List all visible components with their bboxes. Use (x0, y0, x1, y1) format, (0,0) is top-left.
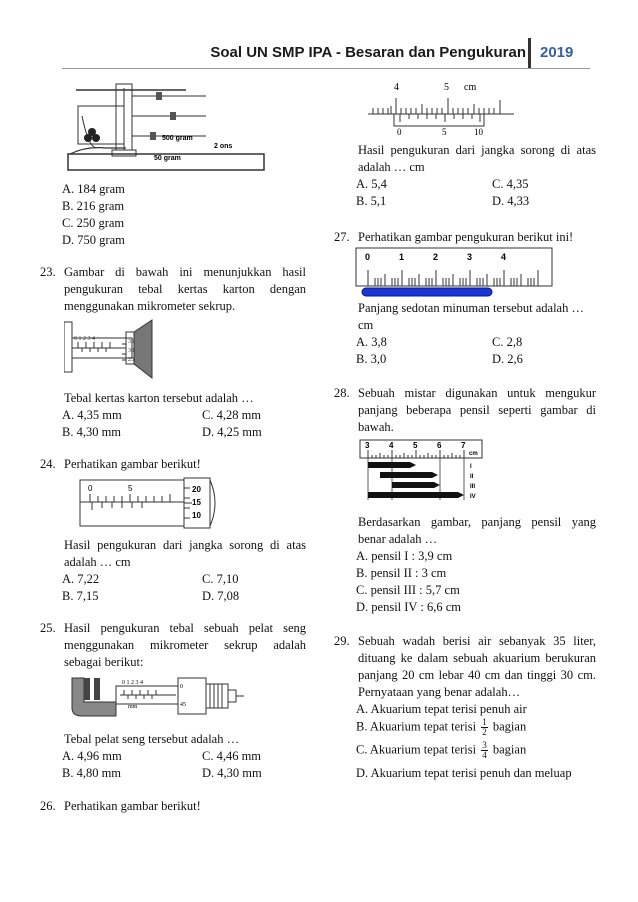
q22-option-c[interactable]: C. 250 gram (62, 216, 125, 230)
q22-option-a[interactable]: A. 184 gram (62, 182, 125, 196)
question-28 (334, 385, 596, 436)
q25-text: Hasil pengukuran tebal sebuah pelat seng menggunakan mikrometer sekrup adalah sebagai berikut: (64, 621, 306, 669)
q24-option-b[interactable]: B. 7,15 (62, 589, 99, 603)
balance-figure (66, 76, 266, 176)
q24-text: Perhatikan gambar berikut! (64, 457, 201, 471)
q27-option-d[interactable]: D. 2,6 (492, 352, 523, 366)
q27-option-b[interactable]: B. 3,0 (356, 352, 387, 366)
pencil-label-3: III (470, 484, 476, 490)
ruler27-tick-0: 0 (365, 252, 371, 262)
caliper2-5: 5 (444, 82, 449, 93)
q25-option-d[interactable]: D. 4,30 mm (202, 766, 262, 780)
label-500-gram: 500 gram (162, 135, 193, 142)
micrometer1-30: 30 (128, 348, 134, 354)
q27-option-a[interactable]: A. 3,8 (356, 335, 387, 349)
caliper2-cm: cm (464, 82, 477, 93)
q29-option-c-fraction: $\frac{3}{4}$ (482, 740, 487, 760)
q25-question: Tebal pelat seng tersebut adalah … (64, 732, 240, 746)
pencil-2 (380, 472, 438, 478)
q26-option-d[interactable]: D. 4,33 (492, 194, 530, 208)
q24-option-a[interactable]: A. 7,22 (62, 572, 100, 586)
q26-option-c[interactable]: C. 4,35 (492, 177, 529, 191)
pencil-label-2: II (470, 474, 474, 480)
q27-question: Panjang sedotan minuman tersebut adalah … cm (358, 301, 584, 332)
caliper2-vernier-10: 10 (474, 127, 483, 137)
q24-question: Hasil pengukuran dari jangka sorong di atas adalah … cm (64, 538, 306, 569)
ruler-straw-figure (354, 246, 558, 298)
label-50-gram: 50 gram (154, 155, 181, 162)
q25-number: 25. (40, 621, 56, 635)
q29-option-a[interactable]: A. Akuarium tepat terisi penuh air (356, 702, 527, 716)
straw (362, 288, 492, 296)
pencil-label-4: IV (470, 494, 476, 500)
q23-option-c[interactable]: C. 4,28 mm (202, 408, 262, 422)
question-27 (334, 229, 596, 246)
q28-option-b[interactable]: B. pensil II : 3 cm (356, 566, 447, 580)
caliper1-20: 20 (192, 485, 201, 494)
question-26 (40, 798, 306, 815)
ruler27-tick-3: 3 (467, 252, 473, 262)
q27-option-c[interactable]: C. 2,8 (492, 335, 523, 349)
ruler28-tick-4: 4 (389, 441, 394, 450)
question-24 (40, 456, 306, 473)
q25-option-b[interactable]: B. 4,80 mm (62, 766, 122, 780)
pencil-1 (368, 462, 416, 468)
caliper-figure-1 (76, 476, 222, 530)
ruler27-tick-1: 1 (399, 252, 405, 262)
ruler-pencil-figure (358, 438, 488, 502)
q26-option-b[interactable]: B. 5,1 (356, 194, 387, 208)
q24-number: 24. (40, 457, 56, 471)
q28-question: Berdasarkan gambar, panjang pensil yang benar adalah … (358, 515, 596, 546)
micrometer-figure-2 (68, 672, 248, 720)
q26-option-a[interactable]: A. 5,4 (356, 177, 387, 191)
right-column (334, 0, 596, 902)
q26-number: 26. (40, 799, 56, 813)
q29-option-c-text: C. Akuarium tepat terisi (356, 742, 477, 757)
q29-option-b-suffix: bagian (492, 719, 527, 734)
q22-option-d[interactable]: D. 750 gram (62, 233, 125, 247)
q27-text: Perhatikan gambar pengukuran berikut ini! (358, 230, 574, 244)
header-year: 2019 (540, 44, 574, 61)
left-column (40, 0, 306, 902)
q29-option-c[interactable] (356, 741, 526, 760)
q29-option-d[interactable]: D. Akuarium tepat terisi penuh dan meluap (356, 766, 572, 780)
ruler27-tick-4: 4 (501, 252, 507, 262)
q28-number: 28. (334, 386, 350, 400)
micrometer2-ticks: 0 1 2 3 4 (122, 680, 143, 686)
caliper-figure-2 (364, 78, 524, 138)
q24-option-c[interactable]: C. 7,10 (202, 572, 239, 586)
q25-option-c[interactable]: C. 4,46 mm (202, 749, 262, 763)
micrometer2-mm: mm (128, 704, 138, 710)
header-title: Soal UN SMP IPA - Besaran dan Pengukuran (210, 44, 526, 61)
q24-option-d[interactable]: D. 7,08 (202, 589, 240, 603)
pencil-3 (392, 482, 440, 488)
q25-option-a[interactable]: A. 4,96 mm (62, 749, 122, 763)
q23-option-b[interactable]: B. 4,30 mm (62, 425, 122, 439)
q28-option-d[interactable]: D. pensil IV : 6,6 cm (356, 600, 461, 614)
pencil-4 (368, 492, 464, 498)
q22-option-b[interactable]: B. 216 gram (62, 199, 125, 213)
caliper1-5: 5 (128, 484, 133, 493)
label-2-ons: 2 ons (214, 143, 233, 150)
q29-option-b[interactable] (356, 718, 526, 737)
ruler28-tick-7: 7 (461, 441, 466, 450)
micrometer-figure-1 (64, 318, 174, 380)
caliper2-4: 4 (394, 82, 399, 93)
q23-number: 23. (40, 265, 56, 279)
micrometer2-0: 0 (180, 684, 183, 690)
question-23 (40, 264, 306, 315)
ruler28-tick-5: 5 (413, 441, 418, 450)
ruler28-cm: cm (469, 451, 478, 457)
q23-text: Gambar di bawah ini menunjukkan hasil pengukuran tebal kertas karton dengan menggunakan mikrometer sekrup. (64, 265, 306, 313)
q28-text: Sebuah mistar digunakan untuk mengukur panjang beberapa pensil seperti gambar di bawah. (358, 386, 596, 434)
q23-option-a[interactable]: A. 4,35 mm (62, 408, 122, 422)
pencil-label-1: I (470, 464, 472, 470)
micrometer1-35: 35 (128, 339, 134, 345)
q28-option-c[interactable]: C. pensil III : 5,7 cm (356, 583, 460, 597)
question-25 (40, 620, 306, 671)
q29-option-b-text: B. Akuarium tepat terisi (356, 719, 477, 734)
q29-option-b-fraction: $\frac{1}{2}$ (482, 717, 487, 737)
micrometer1-25: 25 (128, 357, 134, 363)
ruler27-tick-2: 2 (433, 252, 439, 262)
q29-number: 29. (334, 634, 350, 648)
caliper1-0: 0 (88, 484, 93, 493)
caliper2-vernier-5: 5 (442, 127, 447, 137)
q26-text: Perhatikan gambar berikut! (64, 799, 201, 813)
q29-option-c-suffix: bagian (492, 742, 527, 757)
question-29 (334, 633, 596, 701)
q28-option-a[interactable]: A. pensil I : 3,9 cm (356, 549, 453, 563)
caliper2-vernier-0: 0 (397, 127, 402, 137)
caliper1-10: 10 (192, 511, 201, 520)
q26-question: Hasil pengukuran dari jangka sorong di atas adalah … cm (358, 143, 596, 174)
q23-option-d[interactable]: D. 4,25 mm (202, 425, 262, 439)
ruler28-tick-6: 6 (437, 441, 442, 450)
micrometer1-ticks: 0 1 2 3 4 (74, 336, 95, 342)
ruler28-tick-3: 3 (365, 441, 370, 450)
q27-number: 27. (334, 230, 350, 244)
micrometer2-45: 45 (180, 702, 186, 708)
caliper1-15: 15 (192, 498, 201, 507)
q23-question: Tebal kertas karton tersebut adalah … (64, 391, 254, 405)
q29-text: Sebuah wadah berisi air sebanyak 35 liter, dituang ke dalam sebuah akuarium berukuran panjang 20 cm lebar 40 cm dan tinggi 30 cm. Pernyataan yang benar adalah… (358, 634, 596, 699)
